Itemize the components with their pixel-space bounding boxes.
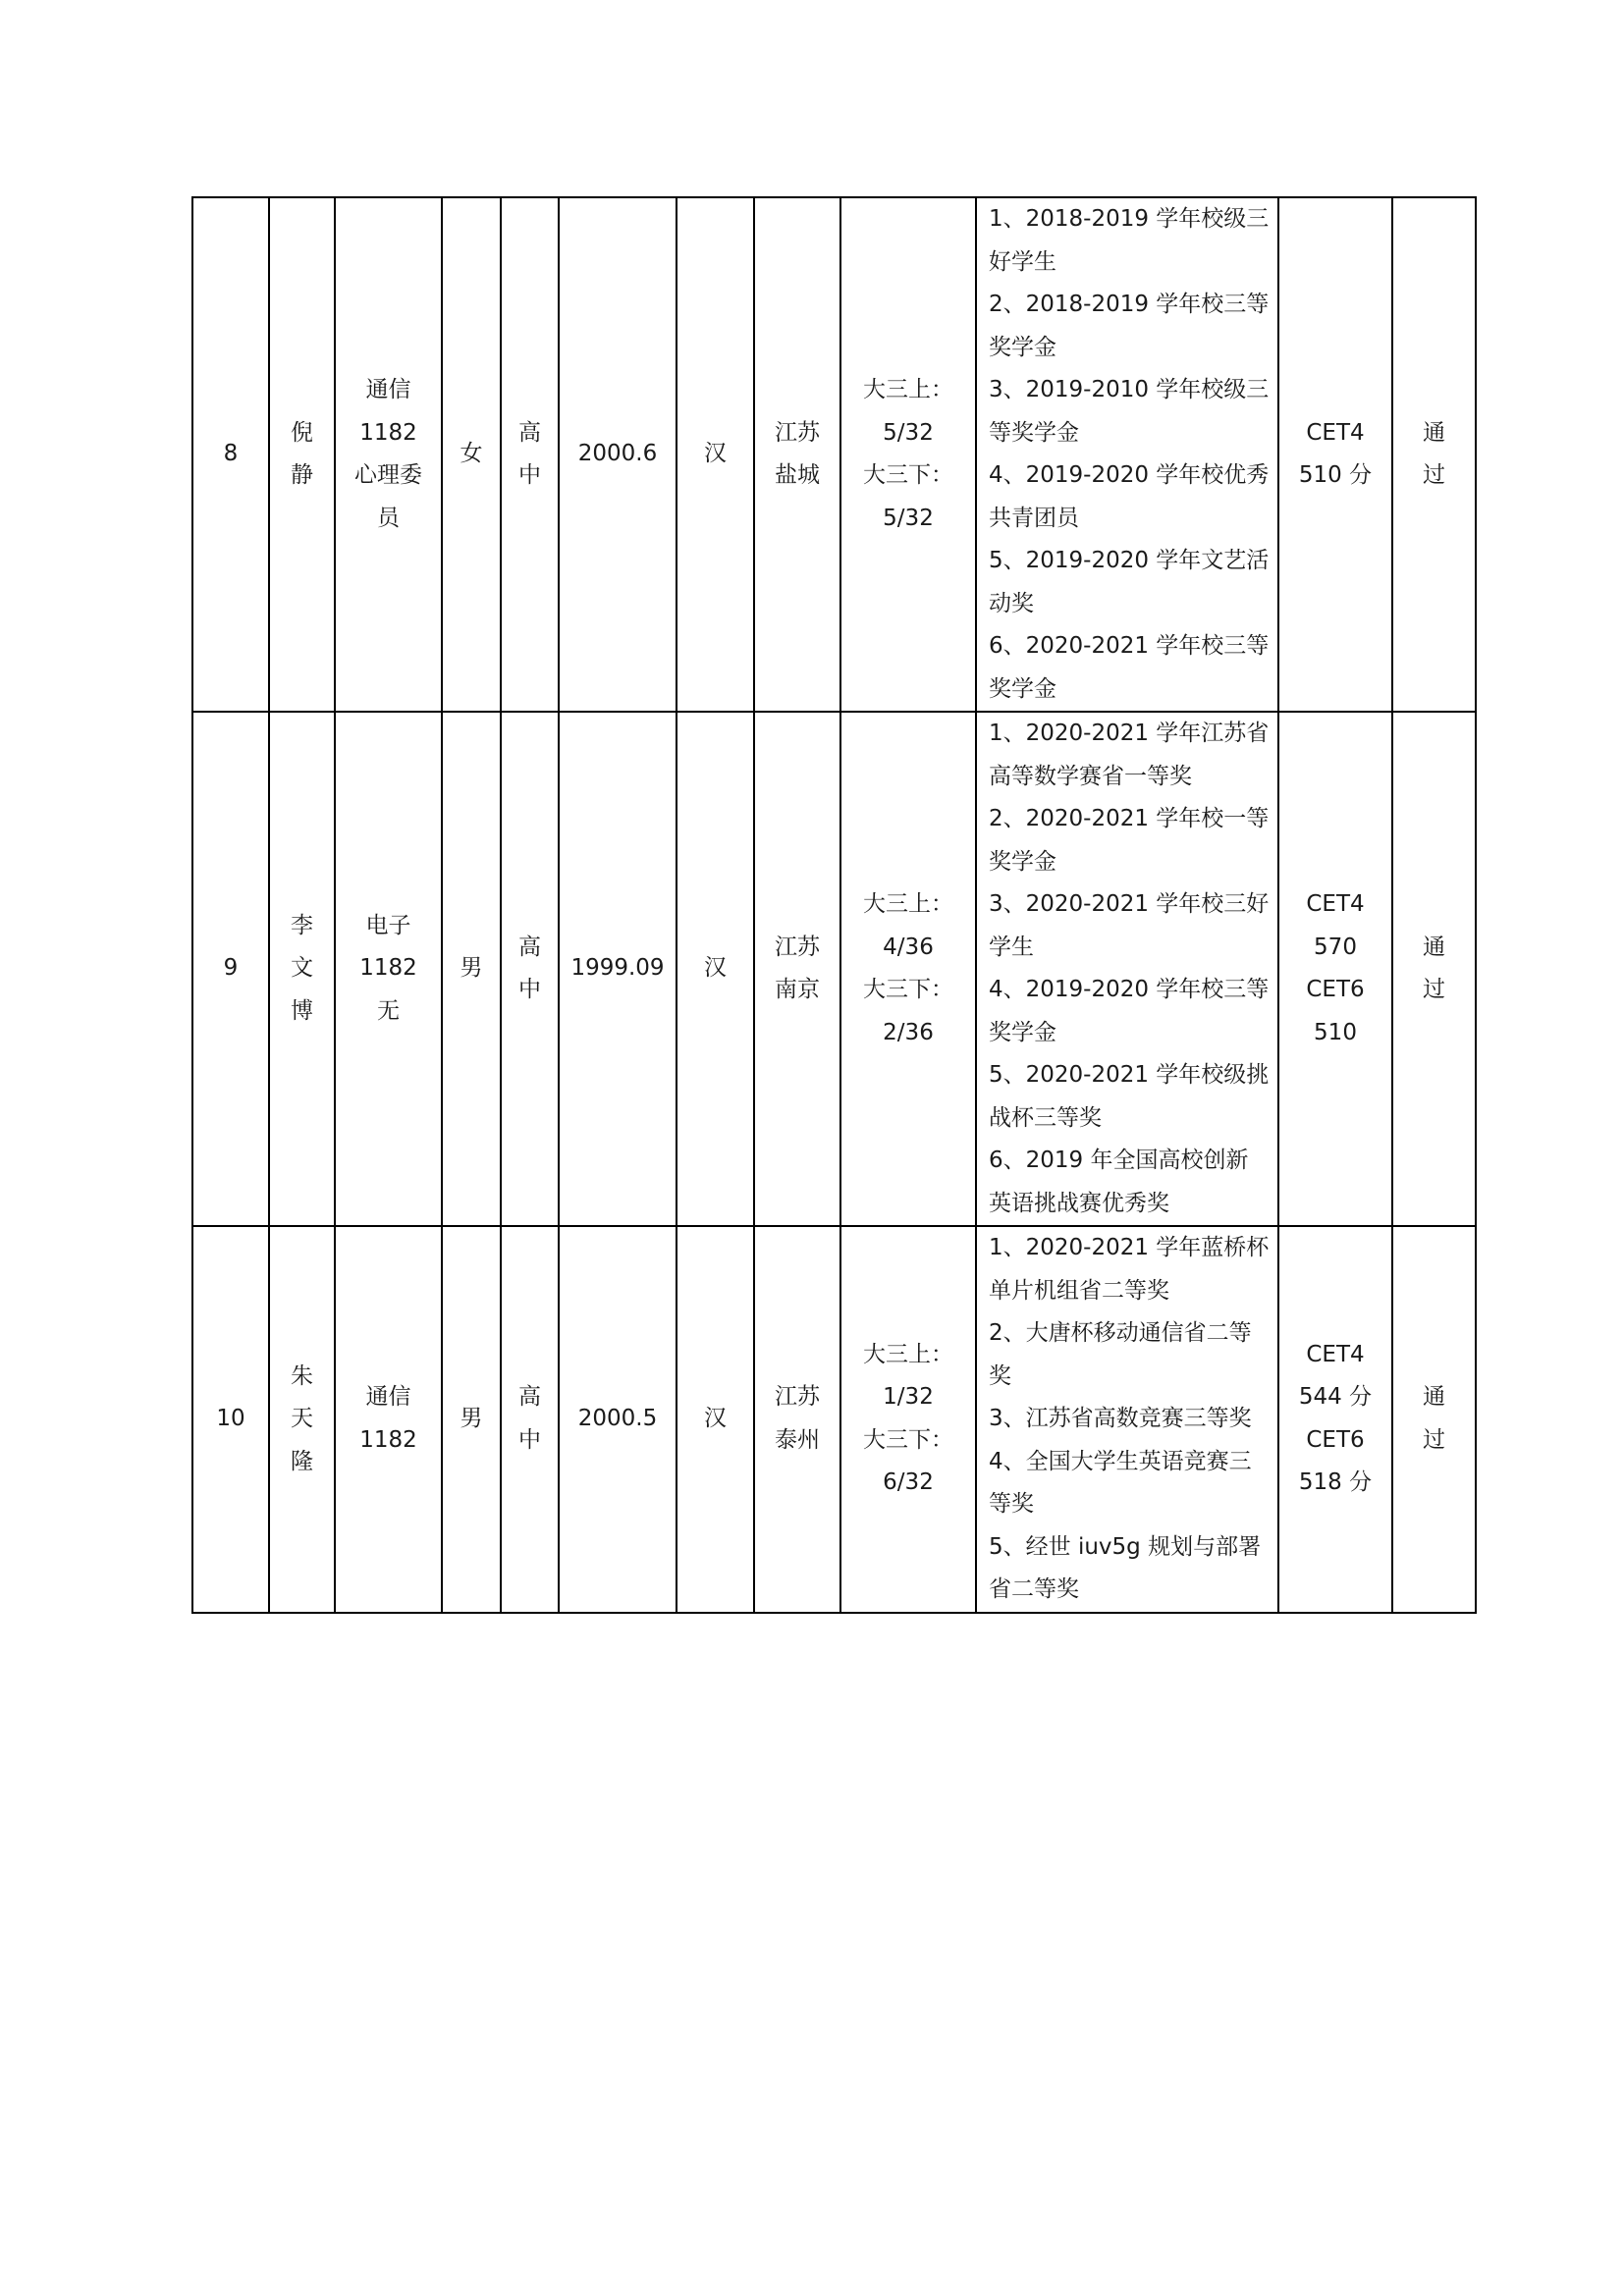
- award-item: [989, 1054, 1270, 1140]
- origin-line: 江苏: [775, 934, 820, 960]
- birth-cell: 1999.09: [559, 712, 677, 1226]
- awards-cell: [976, 1226, 1278, 1613]
- award-item: [989, 540, 1270, 625]
- education-char: 高: [518, 1384, 541, 1411]
- award-line: 3、江苏省高数竞赛三等奖: [989, 1406, 1252, 1431]
- award-item: [989, 198, 1270, 284]
- name-char: 博: [291, 997, 313, 1024]
- rank-line: 大三上：: [863, 891, 953, 917]
- award-item: [989, 798, 1270, 883]
- row-number-cell: 9: [192, 712, 269, 1226]
- education-cell: [501, 1226, 559, 1613]
- row-number-cell: 10: [192, 1226, 269, 1613]
- award-line: 奖学金: [989, 675, 1056, 702]
- table-row: [192, 1226, 1476, 1613]
- class-role-line: 1182: [359, 1426, 417, 1453]
- award-line: 6、2019 年全国高校创新: [989, 1148, 1249, 1173]
- education-char: 高: [518, 419, 541, 446]
- award-line: 英语挑战赛优秀奖: [989, 1190, 1169, 1216]
- award-line: 4、全国大学生英语竞赛三: [989, 1448, 1252, 1474]
- rank-line: 大三上：: [863, 1341, 953, 1367]
- birth-cell: 2000.6: [559, 197, 677, 712]
- rank-line: 大三上：: [863, 377, 953, 402]
- english-score-line: 510 分: [1298, 462, 1373, 488]
- award-line: 6、2020-2021 学年校三等: [989, 633, 1270, 659]
- origin-line: 泰州: [775, 1426, 820, 1453]
- education-cell: [501, 712, 559, 1226]
- origin-cell: [754, 712, 840, 1226]
- name-char: 静: [291, 462, 313, 488]
- award-line: 2、大唐杯移动通信省二等: [989, 1320, 1252, 1346]
- award-line: 1、2020-2021 学年江苏省: [989, 721, 1270, 746]
- class-role-cell: [335, 197, 442, 712]
- award-item: [989, 883, 1270, 969]
- class-role-cell: [335, 712, 442, 1226]
- english-score-cell: [1278, 712, 1392, 1226]
- name-char: 朱: [291, 1362, 313, 1389]
- result-cell: [1392, 1226, 1476, 1613]
- award-line: 1、2020-2021 学年蓝桥杯: [989, 1235, 1270, 1260]
- english-score-line: 544 分: [1298, 1384, 1373, 1411]
- result-char: 通: [1423, 1384, 1445, 1411]
- award-line: 4、2019-2020 学年校优秀: [989, 462, 1270, 488]
- result-char: 过: [1423, 462, 1445, 488]
- awards-cell: [976, 197, 1278, 712]
- class-role-line: 通信: [365, 377, 411, 402]
- ethnicity-cell: 汉: [677, 1226, 754, 1613]
- award-item: [989, 1526, 1266, 1612]
- ethnicity-cell: 汉: [677, 712, 754, 1226]
- award-line: 共青团员: [989, 505, 1079, 531]
- award-line: 好学生: [989, 248, 1056, 275]
- award-line: 高等数学赛省一等奖: [989, 763, 1192, 789]
- result-char: 过: [1423, 977, 1445, 1002]
- origin-line: 南京: [775, 977, 820, 1002]
- table-row: [192, 197, 1476, 712]
- name-char: 隆: [291, 1448, 313, 1474]
- class-role-line: 员: [377, 505, 400, 531]
- award-item: [989, 969, 1270, 1054]
- row-number-cell: 8: [192, 197, 269, 712]
- class-role-line: 1182: [359, 419, 417, 446]
- rank-cell: [840, 712, 976, 1226]
- education-cell: [501, 197, 559, 712]
- rank-line: 2/36: [883, 1019, 934, 1045]
- english-score-line: CET4: [1306, 419, 1365, 446]
- result-char: 过: [1423, 1426, 1445, 1453]
- award-line: 奖: [989, 1362, 1011, 1389]
- name-char: 倪: [291, 419, 313, 446]
- english-score-cell: [1278, 1226, 1392, 1613]
- award-line: 学生: [989, 934, 1034, 960]
- award-line: 5、2019-2020 学年文艺活: [989, 548, 1270, 573]
- class-role-line: 通信: [365, 1384, 411, 1411]
- english-score-line: CET6: [1306, 977, 1365, 1002]
- gender-cell: 男: [442, 712, 501, 1226]
- ethnicity-cell: 汉: [677, 197, 754, 712]
- class-role-line: 电子: [365, 912, 411, 938]
- education-char: 中: [518, 462, 541, 488]
- award-line: 奖学金: [989, 848, 1056, 875]
- table-row: [192, 712, 1476, 1226]
- origin-cell: [754, 1226, 840, 1613]
- name-char: 天: [291, 1406, 313, 1431]
- award-item: [989, 1227, 1270, 1312]
- english-score-line: CET4: [1306, 1341, 1365, 1367]
- class-role-line: 心理委: [354, 462, 422, 488]
- origin-line: 江苏: [775, 419, 820, 446]
- birth-cell: 2000.5: [559, 1226, 677, 1613]
- rank-line: 5/32: [883, 505, 934, 531]
- award-line: 奖学金: [989, 334, 1056, 360]
- award-item: [989, 1140, 1266, 1225]
- name-char: 文: [291, 955, 313, 982]
- education-char: 中: [518, 977, 541, 1002]
- rank-line: 大三下：: [863, 462, 953, 488]
- award-line: 战杯三等奖: [989, 1104, 1102, 1131]
- origin-cell: [754, 197, 840, 712]
- award-line: 等奖: [989, 1491, 1034, 1517]
- rank-cell: [840, 1226, 976, 1613]
- english-score-line: 510: [1314, 1019, 1357, 1045]
- award-item: [989, 625, 1270, 711]
- rank-line: 1/32: [883, 1384, 934, 1411]
- english-score-line: CET4: [1306, 891, 1365, 917]
- award-line: 奖学金: [989, 1019, 1056, 1045]
- gender-cell: 女: [442, 197, 501, 712]
- english-score-line: 518 分: [1298, 1469, 1373, 1496]
- table-body: [192, 197, 1476, 1613]
- award-line: 单片机组省二等奖: [989, 1277, 1169, 1304]
- class-role-line: 无: [377, 997, 400, 1024]
- award-line: 1、2018-2019 学年校级三: [989, 206, 1270, 232]
- name-cell: [269, 1226, 335, 1613]
- award-line: 动奖: [989, 590, 1034, 616]
- gender-cell: 男: [442, 1226, 501, 1613]
- award-item: [989, 1398, 1266, 1441]
- award-line: 2、2018-2019 学年校三等: [989, 292, 1270, 317]
- english-score-cell: [1278, 197, 1392, 712]
- award-line: 等奖学金: [989, 419, 1079, 446]
- class-role-cell: [335, 1226, 442, 1613]
- rank-line: 6/32: [883, 1469, 934, 1496]
- award-line: 3、2020-2021 学年校三好: [989, 891, 1270, 917]
- award-item: [989, 1312, 1266, 1398]
- rank-line: 大三下：: [863, 977, 953, 1002]
- rank-line: 4/36: [883, 934, 934, 960]
- result-cell: [1392, 712, 1476, 1226]
- english-score-line: CET6: [1306, 1426, 1365, 1453]
- award-item: [989, 369, 1270, 454]
- rank-line: 大三下：: [863, 1426, 953, 1453]
- origin-line: 江苏: [775, 1384, 820, 1411]
- name-char: 李: [291, 912, 313, 938]
- award-item: [989, 1441, 1266, 1526]
- origin-line: 盐城: [775, 462, 820, 488]
- award-item: [989, 284, 1270, 369]
- award-line: 5、经世 iuv5g 规划与部署: [989, 1533, 1262, 1560]
- award-line: 省二等奖: [989, 1576, 1079, 1602]
- result-cell: [1392, 197, 1476, 712]
- english-score-line: 570: [1314, 934, 1357, 960]
- award-line: 2、2020-2021 学年校一等: [989, 806, 1270, 831]
- award-line: 3、2019-2010 学年校级三: [989, 377, 1270, 402]
- result-char: 通: [1423, 419, 1445, 446]
- student-record-table: [191, 196, 1477, 1614]
- education-char: 中: [518, 1426, 541, 1453]
- rank-cell: [840, 197, 976, 712]
- award-line: 5、2020-2021 学年校级挑: [989, 1062, 1270, 1088]
- award-line: 4、2019-2020 学年校三等: [989, 977, 1270, 1002]
- result-char: 通: [1423, 934, 1445, 960]
- name-cell: [269, 712, 335, 1226]
- rank-line: 5/32: [883, 419, 934, 446]
- award-item: [989, 713, 1270, 798]
- class-role-line: 1182: [359, 955, 417, 982]
- award-item: [989, 454, 1270, 540]
- name-cell: [269, 197, 335, 712]
- awards-cell: [976, 712, 1278, 1226]
- education-char: 高: [518, 934, 541, 960]
